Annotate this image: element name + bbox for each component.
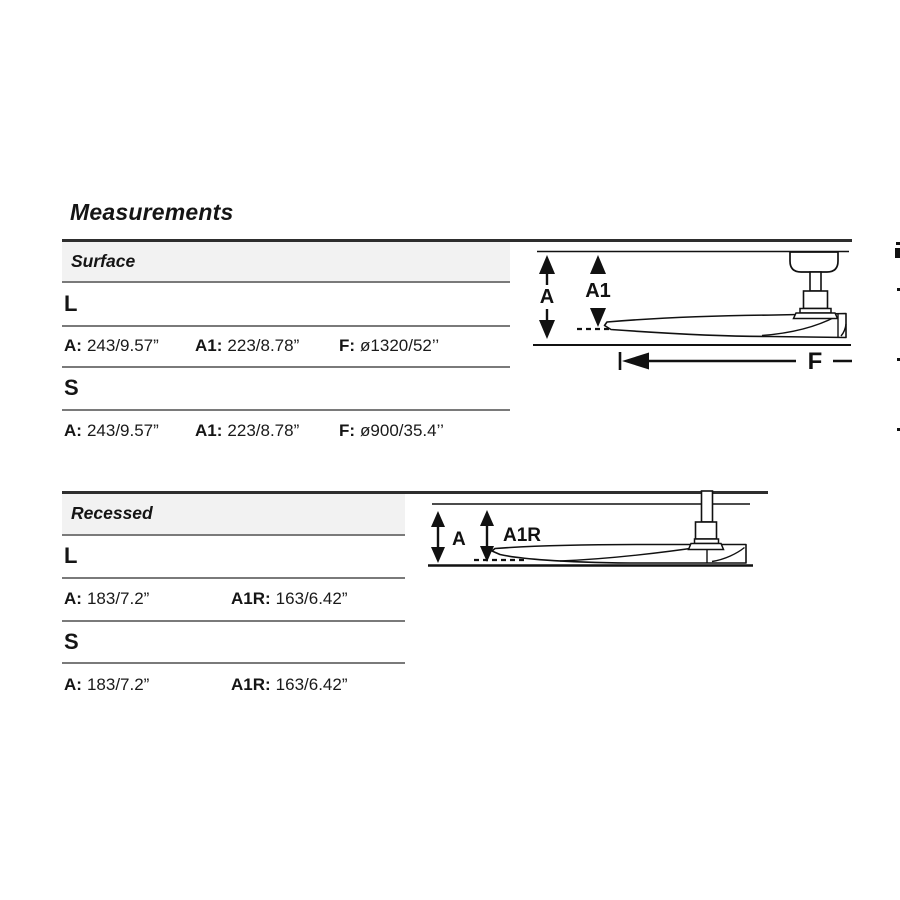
dim-f: F: ø900/35.4’’ <box>339 421 444 440</box>
recessed-model-l-row <box>62 536 405 579</box>
motor-coupling <box>804 291 828 309</box>
recessed-header-row <box>62 494 405 536</box>
canopy <box>790 252 838 272</box>
page-edge-fragment <box>895 248 900 258</box>
recessed-model-s-row <box>62 622 405 665</box>
surface-table <box>62 242 510 452</box>
model-s-label: S <box>64 375 79 401</box>
page-edge-fragment <box>896 242 900 245</box>
recessed-l-values-row <box>62 579 405 622</box>
dim-a1r: A1R: 163/6.42” <box>231 675 348 694</box>
recessed-table <box>62 494 405 707</box>
dim-arrow-a1 <box>585 255 611 327</box>
surface-mounting-diagram <box>510 230 900 380</box>
dim-f: F: ø1320/52’’ <box>339 336 440 356</box>
dim-a1: A1: 223/8.78” <box>195 421 300 440</box>
surface-model-l-row <box>62 283 510 327</box>
page-title: Measurements <box>70 199 234 225</box>
dim-arrow-a <box>539 255 555 339</box>
dim-a: A: 183/7.2” <box>64 589 150 608</box>
dim-arrow-a <box>431 511 466 563</box>
downrod <box>702 491 713 522</box>
dim-label-a1: A1 <box>585 280 611 302</box>
recessed-header-label: Recessed <box>71 503 153 523</box>
dim-a: A: 183/7.2” <box>64 675 150 694</box>
dim-arrow-f <box>620 348 852 375</box>
surface-header-label: Surface <box>71 250 136 271</box>
hub-flange <box>794 313 838 319</box>
recessed-mounting-diagram <box>415 482 780 580</box>
dim-label-a1r: A1R <box>503 525 542 546</box>
dim-label-a: A <box>539 286 555 308</box>
dim-label-f: F <box>807 348 823 375</box>
dim-a: A: 243/9.57” <box>64 336 159 356</box>
dim-label-a: A <box>452 529 466 550</box>
model-l-label: L <box>64 290 78 316</box>
surface-header-row <box>62 242 510 283</box>
model-l-label: L <box>64 543 78 568</box>
hub-flange <box>689 544 724 550</box>
motor-coupling <box>696 522 717 539</box>
surface-l-values-row <box>62 327 510 369</box>
recessed-s-values-row <box>62 664 405 706</box>
dim-a1: A1: 223/8.78” <box>195 336 300 356</box>
downrod <box>810 272 821 291</box>
model-s-label: S <box>64 628 79 654</box>
surface-model-s-row <box>62 368 510 411</box>
dim-a1r: A1R: 163/6.42” <box>231 589 348 608</box>
surface-s-values-row <box>62 411 510 452</box>
dim-a: A: 243/9.57” <box>64 421 159 440</box>
